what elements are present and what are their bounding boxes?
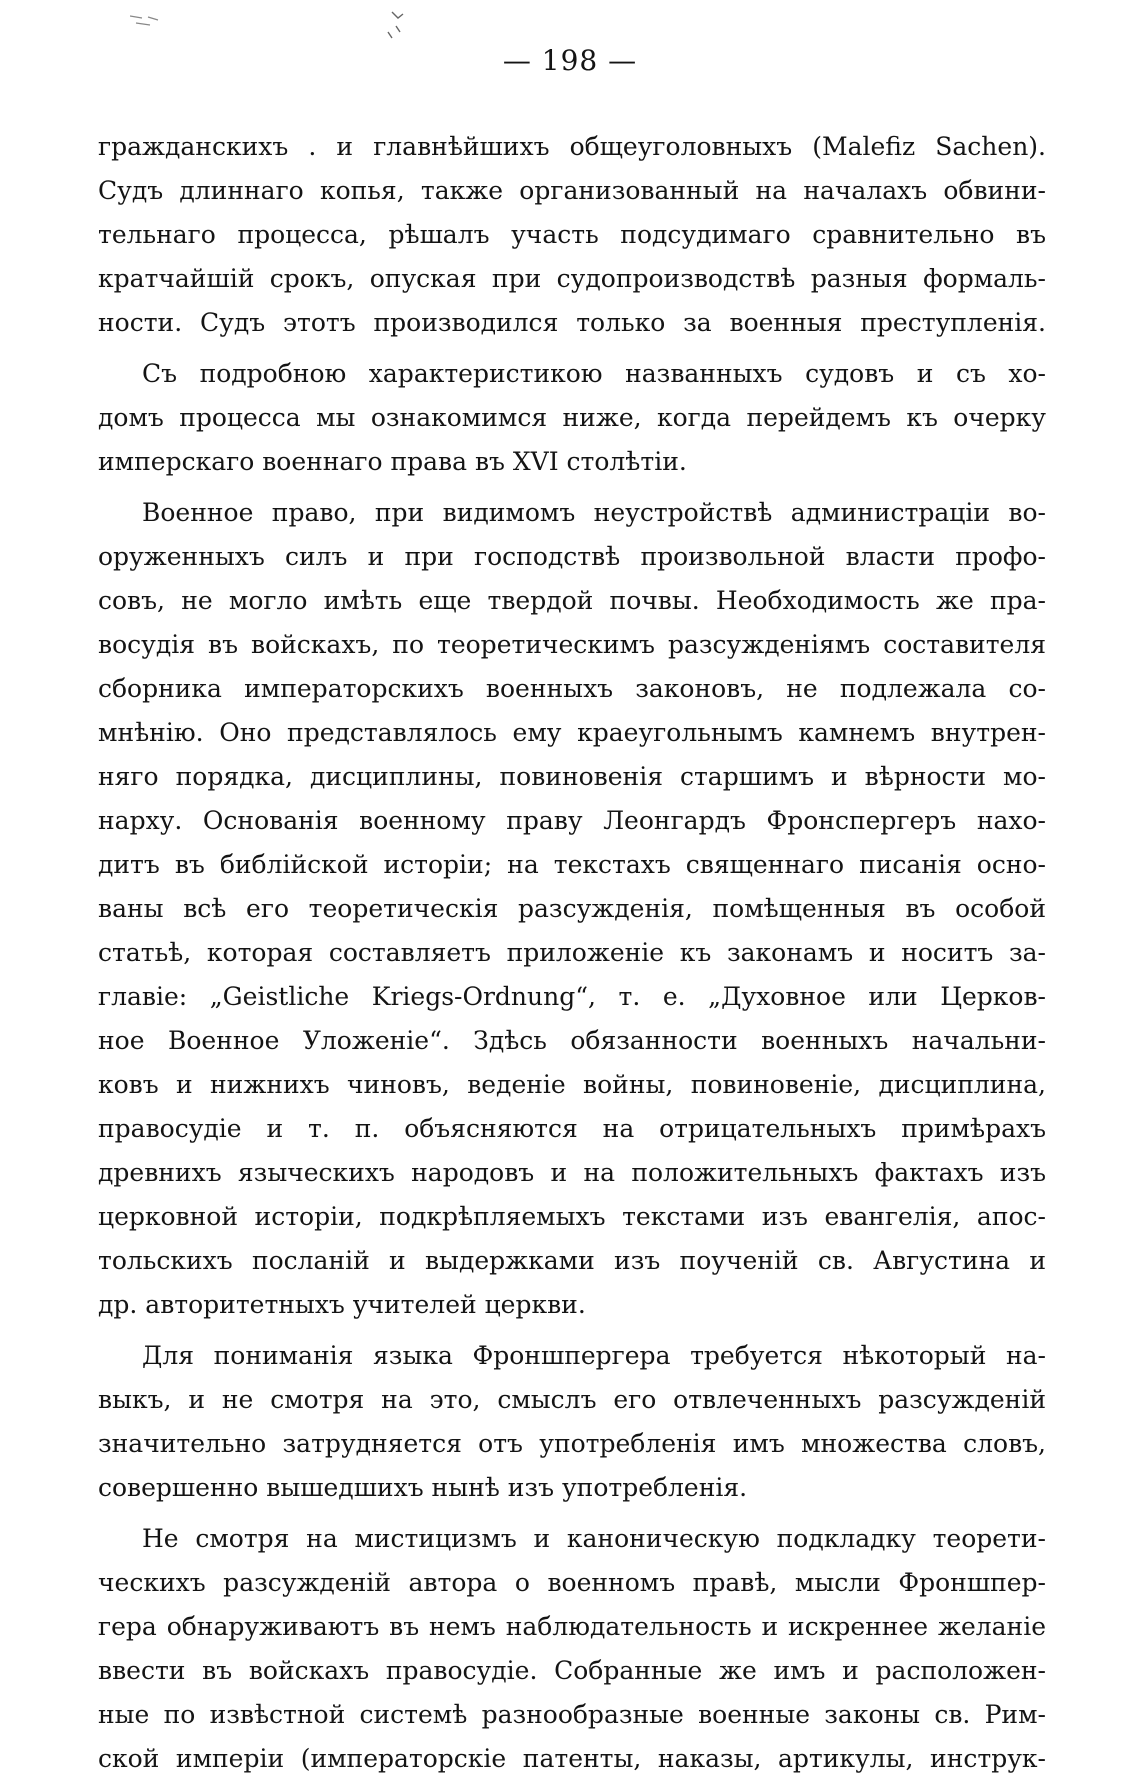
- text-line: Съ подробною характеристикою названныхъ судовъ и съ хо-: [142, 359, 1046, 388]
- text-line: Судъ длиннаго копья, также организованный на началахъ обвини-: [98, 176, 1046, 205]
- text-line: тельнаго процесса, рѣшалъ участь подсудимаго сравнительно въ: [98, 220, 1046, 249]
- paragraph-1: [98, 125, 1046, 345]
- page-number: — 198 —: [502, 44, 638, 77]
- text-line: ности. Судъ этотъ производился только за военныя преступленія.: [98, 308, 1046, 337]
- text-line: статьѣ, которая составляетъ приложеніе къ законамъ и носитъ за-: [98, 938, 1046, 967]
- text-line: сборника императорскихъ военныхъ законовъ, не подлежала со-: [98, 674, 1046, 703]
- text-line: нарху. Основанія военному праву Леонгардъ Фронспергеръ нахо-: [98, 806, 1046, 835]
- text-line: гражданскихъ . и главнѣйшихъ общеуголовныхъ (Malefiz Sachen).: [98, 132, 1046, 161]
- text-line: Для пониманія языка Фроншпергера требуется нѣкоторый на-: [142, 1341, 1046, 1370]
- text-line: ческихъ разсужденій автора о военномъ правѣ, мысли Фроншпер-: [98, 1568, 1046, 1597]
- text-line: гера обнаруживаютъ въ немъ наблюдательность и искреннее желаніе: [98, 1612, 1046, 1641]
- text-line: совъ, не могло имѣть еще твердой почвы. Необходимость же пра-: [98, 586, 1046, 615]
- text-line: главіе: „Geistliche Kriegs-Ordnung“, т. е. „Духовное или Церков-: [98, 982, 1046, 1011]
- text-line: ской имперіи (императорскіе патенты, наказы, артикулы, инструк-: [98, 1744, 1046, 1773]
- text-line: восудія въ войскахъ, по теоретическимъ разсужденіямъ составителя: [98, 630, 1046, 659]
- text-line: домъ процесса мы ознакомимся ниже, когда перейдемъ къ очерку: [98, 403, 1046, 432]
- text-line: ваны всѣ его теоретическія разсужденія, помѣщенныя въ особой: [98, 894, 1046, 923]
- text-line: Не смотря на мистицизмъ и каноническую подкладку теорети-: [142, 1524, 1046, 1553]
- text-line: значительно затрудняется отъ употребленія имъ множества словъ,: [98, 1429, 1046, 1458]
- text-line: ковъ и нижнихъ чиновъ, веденіе войны, повиновеніе, дисциплина,: [98, 1070, 1046, 1099]
- text-line: правосудіе и т. п. объясняются на отрицательныхъ примѣрахъ: [98, 1114, 1046, 1143]
- text-line: мнѣнію. Оно представлялось ему краеугольнымъ камнемъ внутрен-: [98, 718, 1046, 747]
- text-line: дитъ въ библійской исторіи; на текстахъ священнаго писанія осно-: [98, 850, 1046, 879]
- paragraph-3: [98, 491, 1046, 1327]
- text-line: ввести въ войскахъ правосудіе. Собранные же имъ и расположен-: [98, 1656, 1046, 1685]
- text-line: ное Военное Уложеніе“. Здѣсь обязанности военныхъ начальни-: [98, 1026, 1046, 1055]
- text-line: церковной исторіи, подкрѣпляемыхъ текстами изъ евангелія, апос-: [98, 1202, 1046, 1231]
- text-line: выкъ, и не смотря на это, смыслъ его отвлеченныхъ разсужденій: [98, 1385, 1046, 1414]
- paragraph-5: [98, 1517, 1046, 1781]
- text-line: древнихъ языческихъ народовъ и на положительныхъ фактахъ изъ: [98, 1158, 1046, 1187]
- text-line: др. авторитетныхъ учителей церкви.: [98, 1290, 586, 1319]
- text-line: няго порядка, дисциплины, повиновенія старшимъ и вѣрности мо-: [98, 762, 1046, 791]
- body-text: [98, 125, 1046, 1788]
- paragraph-2: [98, 352, 1046, 484]
- scan-specks: [130, 8, 450, 48]
- text-line: совершенно вышедшихъ нынѣ изъ употребленія.: [98, 1473, 748, 1502]
- text-line: имперскаго военнаго права въ XVI столѣтіи.: [98, 447, 687, 476]
- text-line: Военное право, при видимомъ неустройствѣ администраціи во-: [142, 498, 1046, 527]
- text-line: кратчайшій срокъ, опуская при судопроизводствѣ разныя формаль-: [98, 264, 1046, 293]
- text-line: оруженныхъ силъ и при господствѣ произвольной власти профо-: [98, 542, 1046, 571]
- text-line: тольскихъ посланій и выдержками изъ поученій св. Августина и: [98, 1246, 1046, 1275]
- text-line: ные по извѣстной системѣ разнообразные военные законы св. Рим-: [98, 1700, 1046, 1729]
- paragraph-4: [98, 1334, 1046, 1510]
